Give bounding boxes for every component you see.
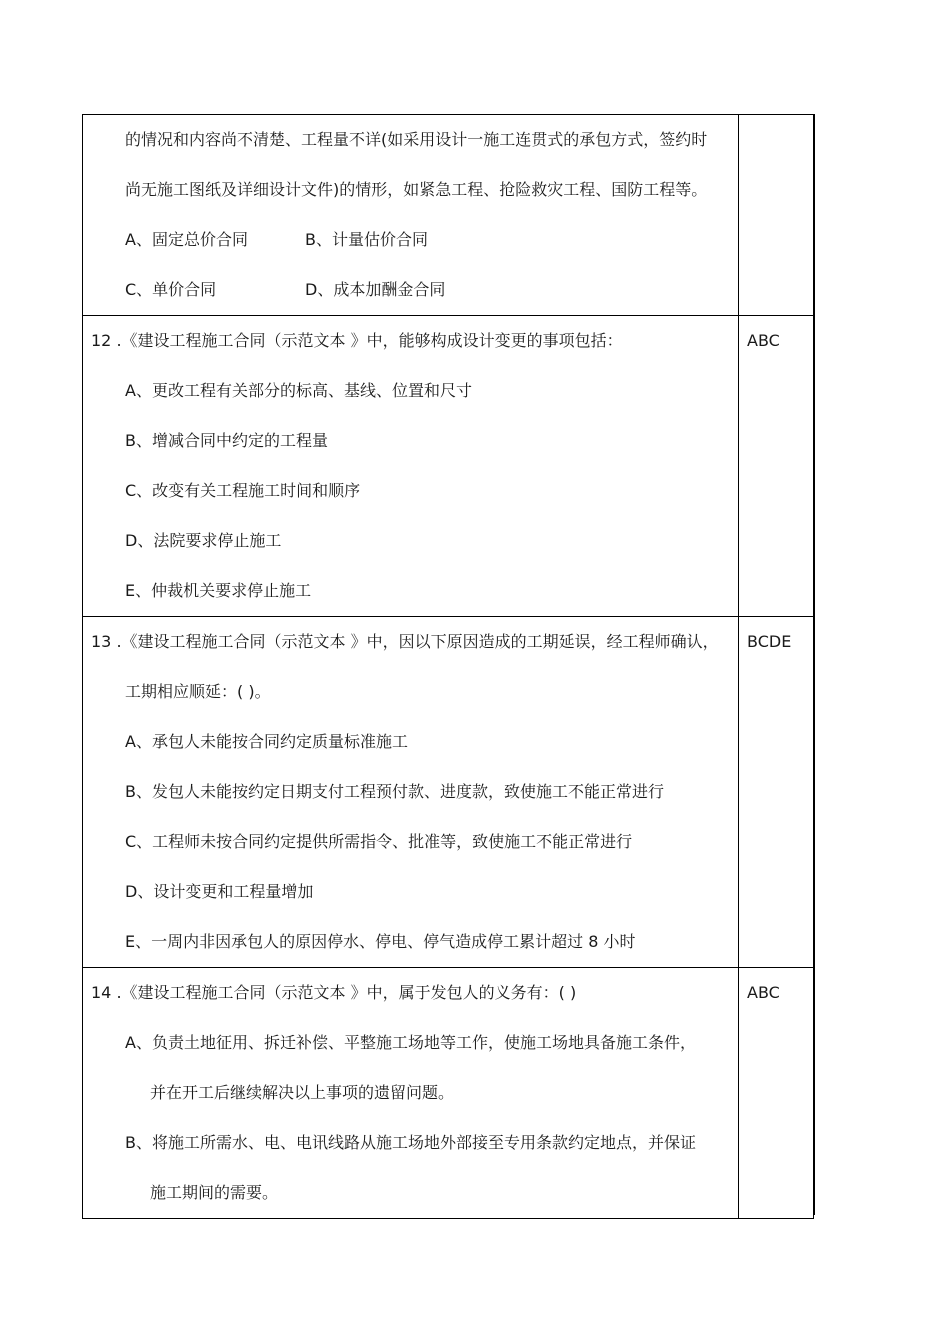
- answer-cell: [739, 968, 814, 1219]
- question-cell: [83, 316, 739, 617]
- question-row-13: [83, 617, 814, 968]
- answer-cell: [739, 316, 814, 617]
- answer-cell: [739, 115, 814, 316]
- option-d: D、成本加酬金合同: [305, 280, 446, 299]
- question-stem: 13 .《建设工程施工合同（示范文本 》中，因以下原因造成的工期延误，经工程师确认，: [91, 632, 719, 651]
- option-a-continued: 并在开工后继续解决以上事项的遗留问题。: [150, 1083, 455, 1102]
- answer-text: [739, 115, 813, 165]
- answer-text: ABC: [747, 983, 780, 1002]
- question-stem-continued: 工期相应顺延：( )。: [125, 682, 271, 701]
- option-c: C、工程师未按合同约定提供所需指令、批准等，致使施工不能正常进行: [125, 832, 633, 851]
- option-c: C、单价合同: [125, 280, 217, 299]
- question-cell: [83, 968, 739, 1219]
- question-cell: [83, 617, 739, 968]
- option-a: A、固定总价合同: [125, 230, 248, 249]
- question-stem: 14 .《建设工程施工合同（示范文本 》中，属于发包人的义务有：( ): [91, 983, 577, 1002]
- answer-text: ABC: [747, 331, 780, 350]
- question-cell: [83, 115, 739, 316]
- option-b: B、计量估价合同: [305, 230, 428, 249]
- option-b-continued: 施工期间的需要。: [150, 1183, 279, 1202]
- answer-text: BCDE: [747, 632, 792, 651]
- table-outer-border: [813, 114, 815, 1215]
- option-d: D、法院要求停止施工: [125, 531, 282, 550]
- option-a: A、更改工程有关部分的标高、基线、位置和尺寸: [125, 381, 472, 400]
- option-c: C、改变有关工程施工时间和顺序: [125, 481, 361, 500]
- question-row-14: [83, 968, 814, 1219]
- question-table: [82, 114, 814, 1219]
- question-text-line: 的情况和内容尚不清楚、工程量不详(如采用设计一施工连贯式的承包方式，签约时: [125, 130, 708, 149]
- option-e: E、仲裁机关要求停止施工: [125, 581, 312, 600]
- option-pair: [83, 265, 738, 315]
- question-row-11-continued: [83, 115, 814, 316]
- question-text-line: 尚无施工图纸及详细设计文件)的情形，如紧急工程、抢险救灾工程、国防工程等。: [125, 180, 708, 199]
- option-a: A、负责土地征用、拆迁补偿、平整施工场地等工作，使施工场地具备施工条件，: [125, 1033, 696, 1052]
- option-d: D、设计变更和工程量增加: [125, 882, 314, 901]
- option-b: B、发包人未能按约定日期支付工程预付款、进度款，致使施工不能正常进行: [125, 782, 664, 801]
- question-row-12: [83, 316, 814, 617]
- option-a: A、承包人未能按合同约定质量标准施工: [125, 732, 408, 751]
- question-stem: 12 .《建设工程施工合同（示范文本 》中，能够构成设计变更的事项包括：: [91, 331, 623, 350]
- option-b: B、将施工所需水、电、电讯线路从施工场地外部接至专用条款约定地点，并保证: [125, 1133, 696, 1152]
- option-pair: [83, 215, 738, 265]
- answer-cell: [739, 617, 814, 968]
- option-b: B、增减合同中约定的工程量: [125, 431, 328, 450]
- option-e: E、一周内非因承包人的原因停水、停电、停气造成停工累计超过 8 小时: [125, 932, 636, 951]
